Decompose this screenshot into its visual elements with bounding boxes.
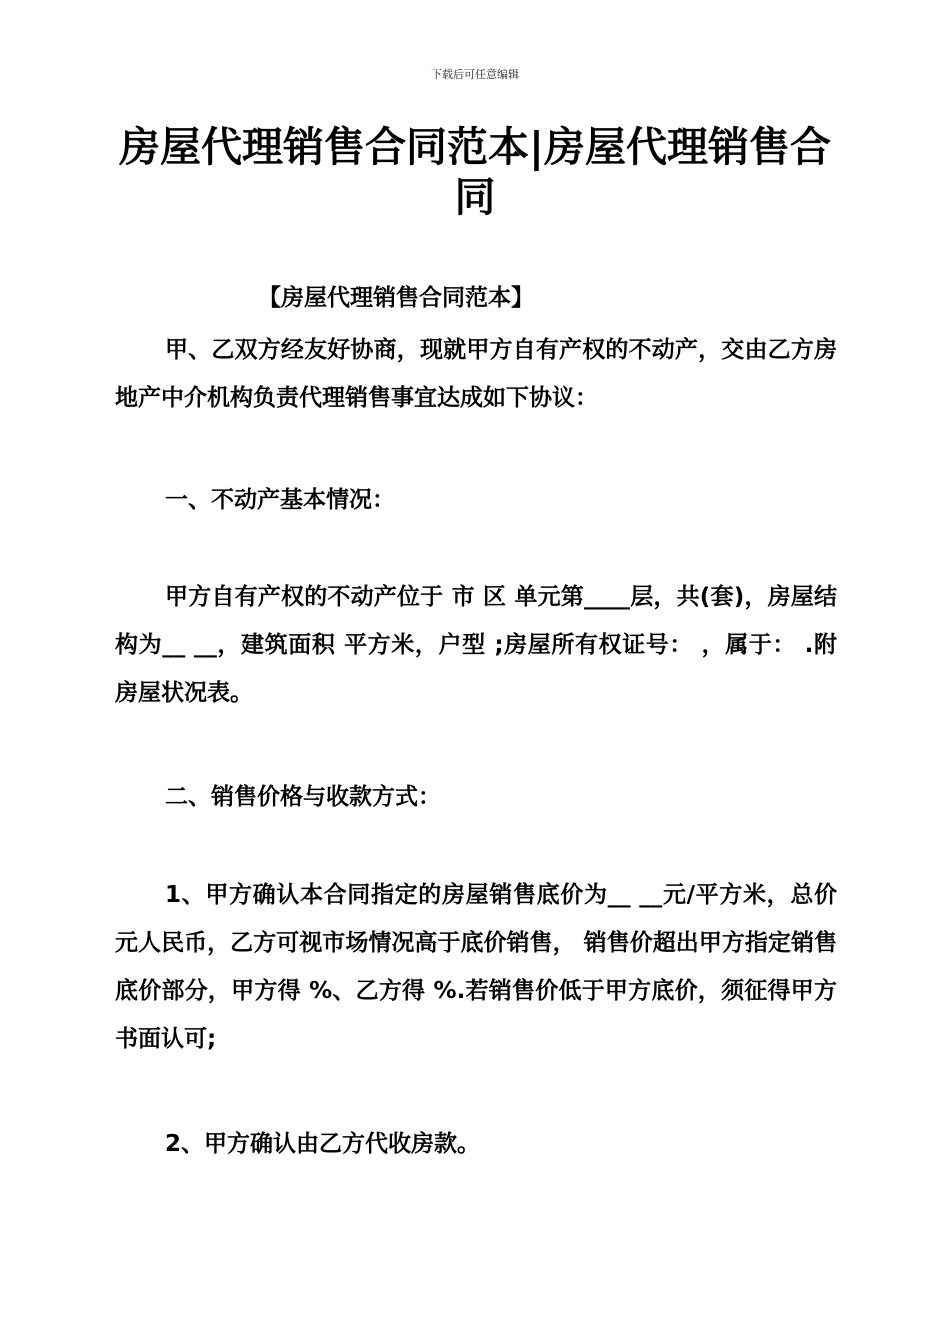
header-note: 下载后可任意编辑 xyxy=(431,68,519,81)
section1-body: 甲方自有产权的不动产位于 市 区 单元第____层，共(套)，房屋结构为__ __，建筑面积 平方米，户型 ;房屋所有权证号： ，属于： .附房屋状况表。 xyxy=(115,584,837,706)
section2-item2: 2、甲方确认由乙方代收房款。 xyxy=(165,1131,481,1157)
section2-heading: 二、销售价格与收款方式： xyxy=(165,784,441,810)
document-title: 房屋代理销售合同范本|房屋代理销售合同 xyxy=(119,123,831,221)
section1-heading: 一、不动产基本情况： xyxy=(165,487,395,513)
section2-item1: 1、甲方确认本合同指定的房屋销售底价为__ __元/平方米，总价 元人民币，乙方可视市场情况高于底价销售， 销售价超出甲方指定销售底价部分，甲方得 %、乙方得 %.若销售价低于甲方底价，须征得甲方书面认可; xyxy=(115,882,837,1052)
intro-paragraph: 甲、乙双方经友好协商，现就甲方自有产权的不动产，交由乙方房地产中介机构负责代理销售事宜达成如下协议： xyxy=(115,337,837,411)
subheading: 【房屋代理销售合同范本】 xyxy=(258,285,534,311)
